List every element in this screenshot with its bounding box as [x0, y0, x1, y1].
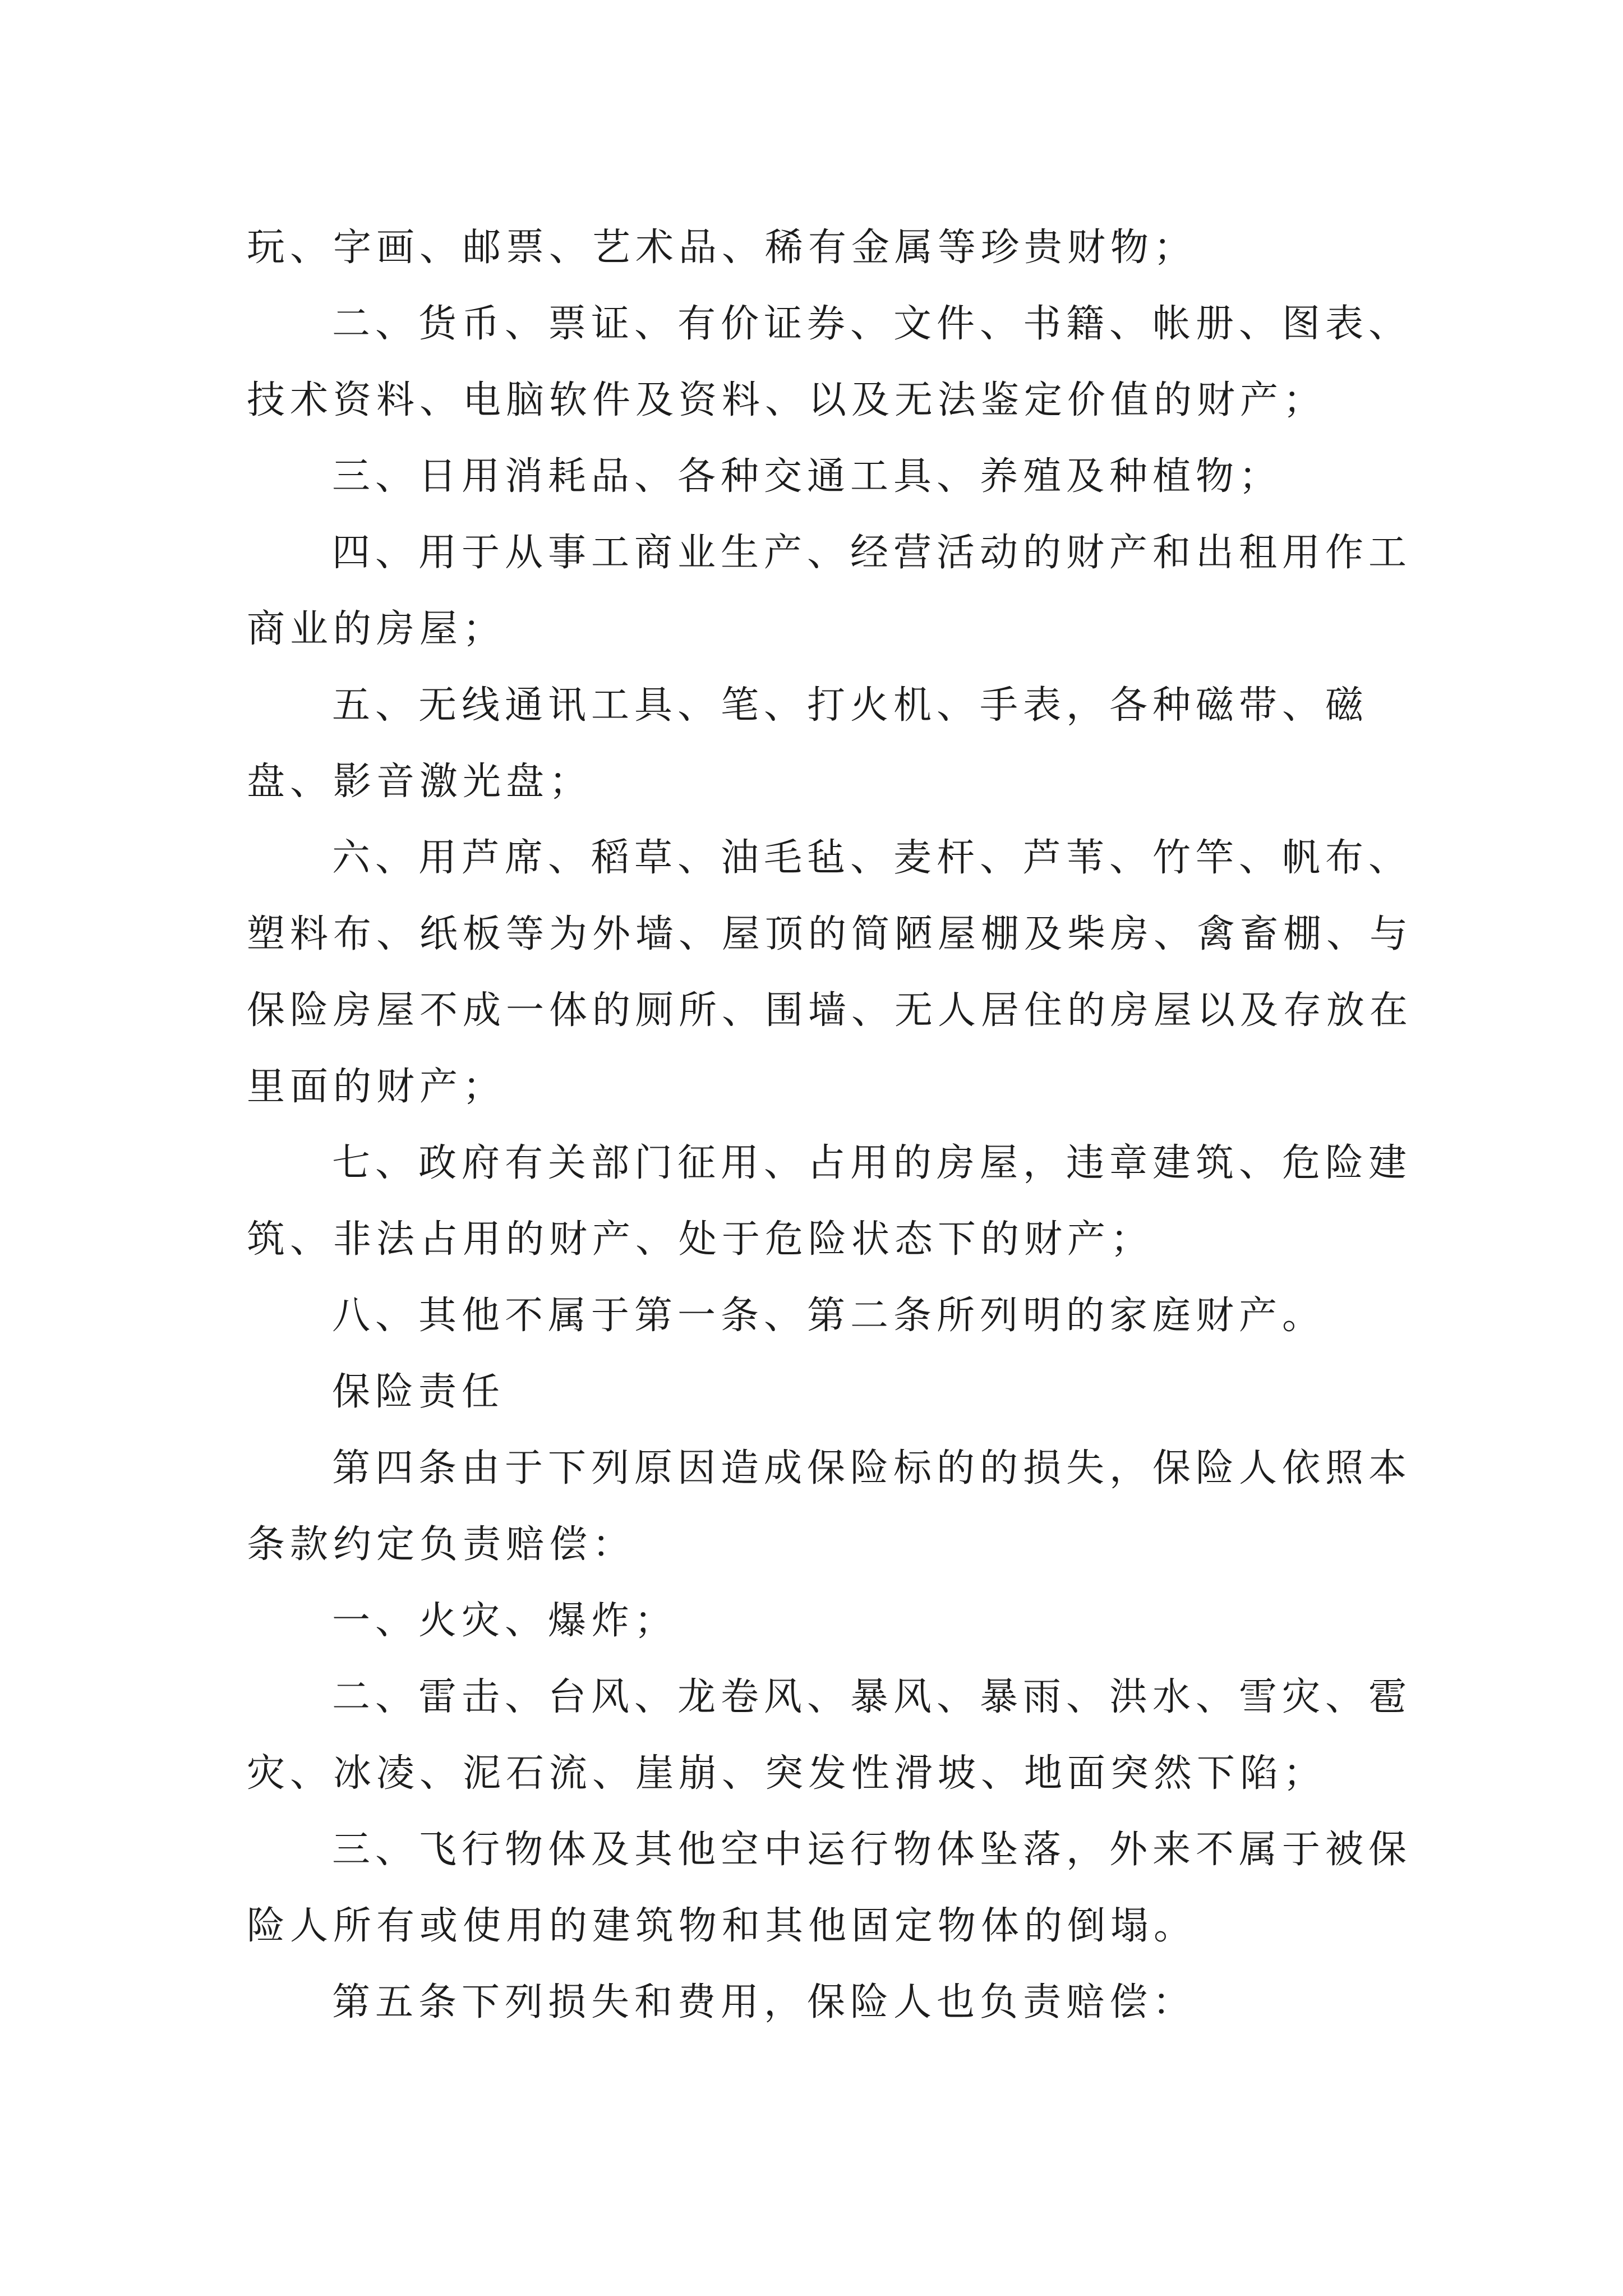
article-four-item-two: 二、雷击、台风、龙卷风、暴风、暴雨、洪水、雪灾、雹灾、冰凌、泥石流、崖崩、突发性滑坡、地面突然下陷；	[247, 1675, 1412, 1796]
section-heading: 保险责任	[332, 1370, 505, 1414]
paragraph-continued-list-item: 玩、字画、邮票、艺术品、稀有金属等珍贵财物；	[247, 226, 1197, 270]
paragraph-item-four: 四、用于从事工商业生产、经营活动的财产和出租用作工商业的房屋；	[247, 531, 1412, 651]
article-four-item-three: 三、飞行物体及其他空中运行物体坠落，外来不属于被保险人所有或使用的建筑物和其他固定物体的倒塌。	[247, 1828, 1412, 1948]
paragraph-item-two: 二、货币、票证、有价证券、文件、书籍、帐册、图表、技术资料、电脑软件及资料、以及无法鉴定价值的财产；	[247, 302, 1412, 422]
paragraph-item-eight: 八、其他不属于第一条、第二条所列明的家庭财产。	[332, 1294, 1326, 1338]
article-five: 第五条下列损失和费用，保险人也负责赔偿：	[332, 1980, 1196, 2024]
paragraph-item-three: 三、日用消耗品、各种交通工具、养殖及种植物；	[332, 454, 1283, 499]
article-four-item-one: 一、火灾、爆炸；	[332, 1599, 678, 1643]
paragraph-item-six: 六、用芦席、稻草、油毛毡、麦杆、芦苇、竹竿、帆布、塑料布、纸板等为外墙、屋顶的简陋屋棚及柴房、禽畜棚、与保险房屋不成一体的厕所、围墙、无人居住的房屋以及存放在里面的财产；	[247, 836, 1413, 1109]
article-four: 第四条由于下列原因造成保险标的的损失，保险人依照本条款约定负责赔偿：	[247, 1446, 1412, 1567]
paragraph-item-five: 五、无线通讯工具、笔、打火机、手表，各种磁带、磁盘、影音激光盘；	[247, 683, 1369, 804]
document-body	[247, 210, 1447, 2041]
paragraph-item-seven: 七、政府有关部门征用、占用的房屋，违章建筑、危险建筑、非法占用的财产、处于危险状态下的财产；	[247, 1141, 1412, 1262]
